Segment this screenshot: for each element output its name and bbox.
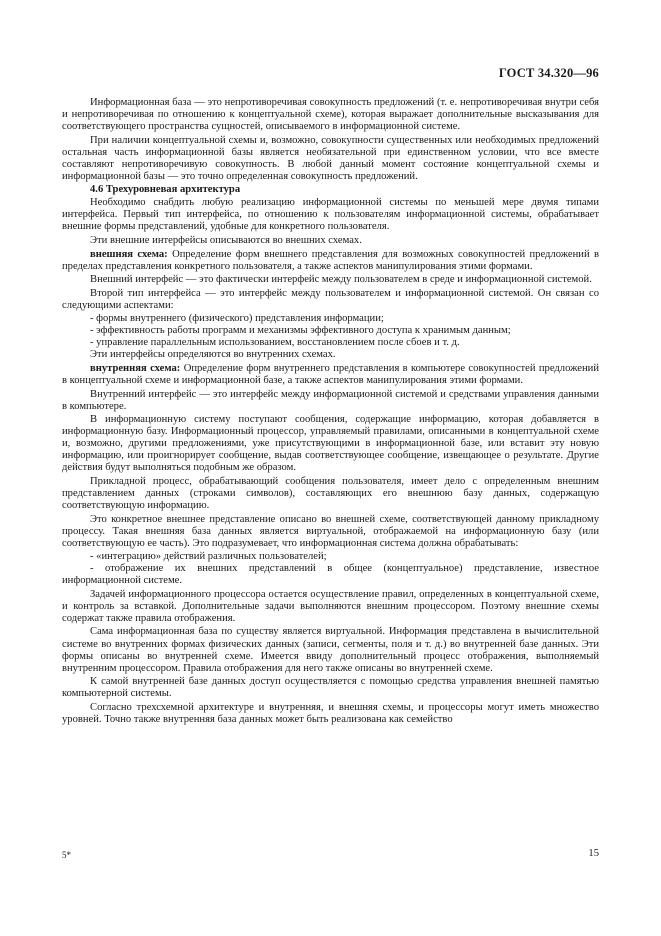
section-heading: 4.6 Трехуровневая архитектура bbox=[90, 184, 241, 196]
definition-external-schema bbox=[62, 249, 599, 273]
definition-internal-schema bbox=[62, 363, 599, 387]
paragraph: Задачей информационного процессора остается осуществление правил, определенных в концептуальной схеме, и контроль за вставкой. Дополнительные задачи выполняются внешним процессором. Поэтому внешние схемы содержат также правила отображения. bbox=[62, 588, 599, 624]
paragraph: Внутренний интерфейс — это интерфейс между информационной системой и средствами управления данными в компьютере. bbox=[62, 388, 599, 412]
paragraph: Внешний интерфейс — это фактически интерфейс между пользователем в среде и информационной системой. bbox=[90, 274, 592, 286]
list-item: - «интеграцию» действий различных пользователей; bbox=[90, 551, 327, 563]
definition-text: Определение форм внутреннего представления в компьютере совокупностей предложений в концептуальной схеме и информационной базе, а также аспектов манипулирования этими формами. bbox=[62, 362, 599, 387]
sheet-mark: 5* bbox=[62, 850, 71, 860]
paragraph: В информационную систему поступают сообщения, содержащие информацию, которая добавляется в информационную базу. Информационный процессор, управляемый правилами, описанными в концептуальной схеме и, возможно, другими предложениями, уже присутствующими в информационной базе, или вставит эту новую информацию, или проигнорирует сообщение, выдав соответствующее сообщение, извещающее о результате. Другие действия будут выполняться подобным же образом. bbox=[62, 414, 599, 474]
definition-text: Определение форм внешнего представления для возможных совокупностей предложений в пределах представления конкретного пользователя, а также аспектов манипулирования этими формами. bbox=[62, 248, 600, 272]
paragraph: При наличии концептуальной схемы и, возможно, совокупности существенных или необходимых предложений остальная часть информационной базы является необязательной при единственном условии, что все вместе составляют непротиворечивую совокупность. В любой данный момент состояние концептуальной схемы и информационной базы — это точно определенная совокупность предложений. bbox=[62, 134, 599, 182]
paragraph: Информационная база — это непротиворечивая совокупность предложений (т. е. непротиворечивая внутри себя и непротиворечивая по отношению к концептуальной схеме), которая выражает дополнительные высказывания для соответствующего пространства сущностей, описываемого в информационной системе. bbox=[62, 97, 599, 133]
paragraph: К самой внутренней базе данных доступ осуществляется с помощью средства управления внешней памятью компьютерной системы. bbox=[62, 676, 599, 700]
list-item: - эффективность работы программ и механизмы эффективного доступа к хранимым данным; bbox=[90, 325, 511, 337]
paragraph: Эти интерфейсы определяются во внутренних схемах. bbox=[90, 349, 336, 361]
document-code: ГОСТ 34.320—96 bbox=[498, 66, 599, 80]
paragraph: Сама информационная база по существу является виртуальной. Информация представлена в вычислительной системе во внутренних формах физических данных (записи, сегменты, поля и т. д.) во внутренней базе данных. Эти формы описаны во внутренней схеме. Имеется ввиду дополнительный процесс отображения, выполняемый внутренним процессором. Правила отображения для него также описаны во внутренней схеме. bbox=[62, 626, 599, 674]
paragraph: Второй тип интерфейса — это интерфейс между пользователем и информационной системой. Он связан со следующими аспектами: bbox=[62, 287, 599, 311]
paragraph: Прикладной процесс, обрабатывающий сообщения пользователя, имеет дело с определенным внешним представлением данных (строками символов), составляющих его внешнюю базу данных, содержащую соответствующую информацию. bbox=[62, 475, 599, 511]
paragraph: Эти внешние интерфейсы описываются во внешних схемах. bbox=[90, 235, 362, 247]
page-number: 15 bbox=[588, 848, 599, 859]
term-internal-schema: внутренняя схема: bbox=[90, 362, 181, 374]
paragraph: Это конкретное внешнее представление описано во внешней схеме, соответствующей данному прикладному процессу. Такая внешняя база данных является виртуальной, отображаемой на информационную базу (или соответствующую ее часть). Это подразумевает, что информационная система должна обрабатывать: bbox=[62, 513, 599, 549]
list-item: - управление параллельным использованием, восстановлением после сбоев и т. д. bbox=[90, 337, 460, 349]
paragraph: Необходимо снабдить любую реализацию информационной системы по меньшей мере двумя типами интерфейса. Первый тип интерфейса, по отношению к пользователям информационной системы, обрабатывает внешние формы представлений, удобные для конкретного пользователя. bbox=[62, 197, 599, 233]
term-external-schema: внешняя схема: bbox=[90, 248, 168, 260]
body-text bbox=[62, 97, 599, 727]
list-item: - формы внутреннего (физического) представления информации; bbox=[90, 313, 384, 325]
paragraph: Согласно трехсхемной архитектуре и внутренняя, и внешняя схемы, и процессоры могут иметь множество уровней. Точно также внутренняя база данных может быть реализована как семейство bbox=[62, 701, 599, 725]
list-item: - отображение их внешних представлений в общее (концептуальное) представление, известное информационной системе. bbox=[62, 563, 599, 587]
